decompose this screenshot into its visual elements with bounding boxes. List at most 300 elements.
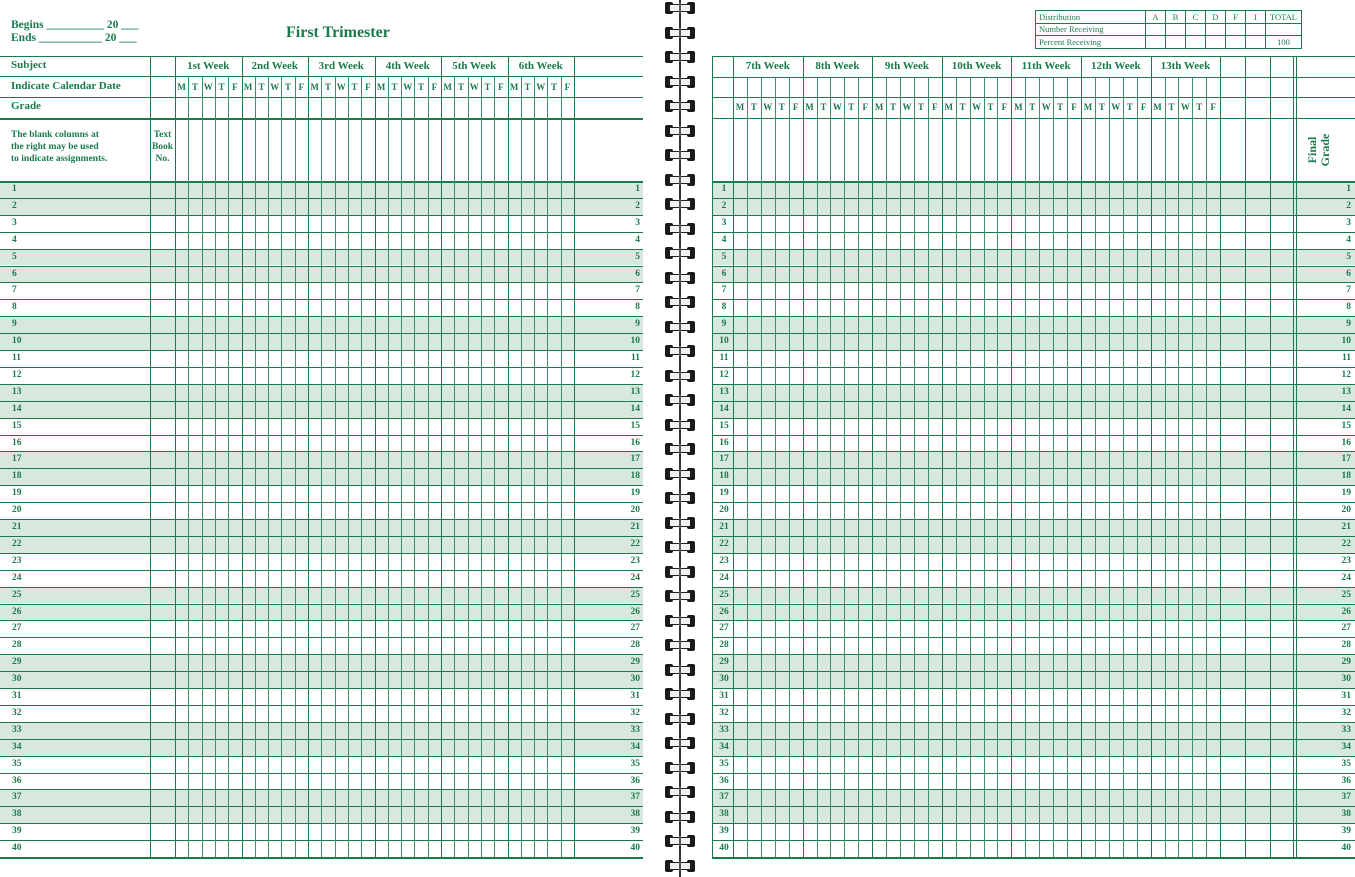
grid-line — [928, 77, 929, 857]
student-row-number-right: 27 — [630, 623, 640, 634]
final-grade-cell[interactable] — [1296, 823, 1355, 840]
ring-center — [679, 297, 681, 307]
distribution-cell[interactable] — [1166, 36, 1186, 49]
student-name-cell[interactable] — [0, 671, 150, 688]
student-name-cell[interactable] — [0, 468, 150, 485]
spiral-ring — [665, 27, 695, 39]
grid-line — [414, 76, 415, 857]
grid-line — [242, 56, 243, 857]
student-name-cell[interactable] — [0, 401, 150, 418]
student-row-number-right: 4 — [1346, 234, 1351, 245]
student-row-number-right: 35 — [1341, 758, 1351, 769]
weekday-label: M — [177, 82, 186, 92]
student-name-cell[interactable] — [0, 705, 150, 722]
grid-line — [308, 56, 309, 857]
distribution-cell[interactable] — [1146, 36, 1166, 49]
final-grade-cell[interactable] — [1296, 485, 1355, 502]
distribution-row-label: Percent Receiving — [1036, 36, 1146, 49]
distribution-cell[interactable] — [1206, 36, 1226, 49]
spiral-ring — [665, 713, 695, 725]
final-grade-cell[interactable] — [1296, 232, 1355, 249]
grid-line — [1296, 77, 1355, 78]
distribution-header: Distribution — [1036, 11, 1146, 24]
grid-line — [321, 76, 322, 857]
student-row-number-right: 22 — [630, 538, 640, 549]
student-name-cell[interactable] — [0, 451, 150, 468]
final-grade-label: Grade — [1318, 133, 1332, 167]
final-grade-cell[interactable] — [1296, 198, 1355, 215]
grid-line — [712, 789, 1355, 790]
weekday-label: T — [191, 82, 198, 92]
week-header: 9th Week — [884, 60, 930, 72]
weekday-label: M — [805, 102, 814, 112]
final-grade-cell[interactable] — [1296, 570, 1355, 587]
grid-line — [712, 249, 1355, 250]
grid-line — [468, 76, 469, 857]
student-row-number: 38 — [12, 809, 22, 820]
shaded-row-band — [712, 536, 1355, 553]
spiral-ring — [665, 443, 695, 455]
student-name-cell[interactable] — [0, 604, 150, 621]
grid-line — [712, 198, 1355, 199]
student-row-number: 14 — [719, 403, 729, 414]
final-grade-cell[interactable] — [1296, 806, 1355, 823]
student-row-number-right: 24 — [1341, 572, 1351, 583]
grid-line — [1245, 56, 1246, 857]
grid-line — [712, 604, 1355, 605]
weekday-label: T — [551, 82, 558, 92]
student-row-number-right: 29 — [1341, 657, 1351, 668]
spiral-ring — [665, 615, 695, 627]
student-row-number: 21 — [12, 522, 22, 532]
student-name-cell[interactable] — [0, 637, 150, 654]
final-grade-cell[interactable] — [1296, 215, 1355, 232]
weekday-label: T — [750, 102, 757, 112]
student-row-number: 36 — [719, 775, 729, 786]
student-name-cell[interactable] — [0, 316, 150, 333]
student-name-cell[interactable] — [0, 773, 150, 790]
student-name-cell[interactable] — [0, 620, 150, 637]
grid-line — [970, 77, 971, 857]
spiral-ring — [665, 517, 695, 529]
final-grade-cell[interactable] — [1296, 451, 1355, 468]
student-name-cell[interactable] — [0, 232, 150, 249]
grid-line — [1025, 77, 1026, 857]
spiral-ring — [665, 247, 695, 259]
student-row-number: 26 — [719, 606, 729, 617]
student-name-cell[interactable] — [0, 198, 150, 215]
textbook-number-header: Book — [151, 142, 174, 152]
grid-line — [375, 56, 376, 857]
student-row-number-right: 30 — [630, 674, 640, 685]
weekday-label: T — [457, 82, 464, 92]
weekday-label: F — [564, 82, 571, 92]
final-grade-cell[interactable] — [1296, 536, 1355, 553]
student-row-number-right: 37 — [1341, 792, 1351, 803]
weekday-label: F — [1140, 102, 1147, 112]
grid-line — [188, 76, 189, 857]
grid-line — [1293, 56, 1294, 857]
student-row-number-right: 11 — [1342, 353, 1351, 363]
grid-line — [202, 76, 203, 857]
grid-line — [712, 266, 1355, 267]
student-name-cell[interactable] — [0, 502, 150, 519]
student-row-number: 3 — [12, 217, 17, 228]
student-row-number-right: 8 — [635, 302, 640, 313]
student-name-cell[interactable] — [0, 587, 150, 604]
weekday-label: T — [1057, 102, 1064, 112]
student-row-number-right: 10 — [630, 336, 640, 347]
weekday-label: W — [1180, 102, 1190, 112]
grid-line — [281, 76, 282, 857]
week-header: 4th Week — [385, 60, 430, 72]
student-name-cell[interactable] — [0, 840, 150, 857]
grid-line — [712, 739, 1355, 740]
grid-line — [175, 56, 176, 857]
final-grade-cell[interactable] — [1296, 587, 1355, 604]
student-name-cell[interactable] — [0, 333, 150, 350]
week-header: 6th Week — [518, 60, 563, 72]
distribution-cell[interactable] — [1186, 36, 1206, 49]
spiral-ring — [665, 590, 695, 602]
student-row-number-right: 19 — [1341, 488, 1351, 499]
student-row-number: 36 — [12, 775, 22, 786]
weekday-label: T — [917, 102, 924, 112]
weekday-label: F — [932, 102, 938, 112]
ring-center — [679, 175, 681, 185]
distribution-cell[interactable] — [1166, 23, 1186, 36]
student-row-number: 34 — [719, 741, 729, 752]
student-name-cell[interactable] — [0, 519, 150, 536]
weekday-label: T — [258, 82, 265, 92]
weekday-label: W — [536, 82, 546, 92]
weekday-label: T — [1098, 102, 1105, 112]
ring-center — [679, 273, 681, 283]
final-grade-cell[interactable] — [1296, 722, 1355, 739]
student-row-number-right: 25 — [1341, 589, 1351, 600]
final-grade-cell[interactable] — [1296, 350, 1355, 367]
student-name-cell[interactable] — [0, 485, 150, 502]
final-grade-cell[interactable] — [1296, 637, 1355, 654]
student-row-number: 13 — [719, 386, 729, 397]
student-row-number: 21 — [719, 522, 729, 532]
grid-line — [534, 76, 535, 857]
student-row-number: 15 — [12, 420, 22, 431]
student-row-number-right: 32 — [1341, 707, 1351, 718]
student-row-number: 32 — [719, 707, 729, 718]
shaded-row-band — [712, 604, 1355, 621]
final-grade-cell[interactable] — [1296, 316, 1355, 333]
student-row-number-right: 5 — [1346, 251, 1351, 262]
student-row-number-right: 34 — [1341, 741, 1351, 752]
student-row-number-right: 1 — [635, 184, 640, 194]
weekday-label: F — [498, 82, 504, 92]
student-row-number-right: 16 — [1341, 437, 1351, 448]
shaded-row-band — [712, 722, 1355, 739]
student-name-cell[interactable] — [0, 435, 150, 452]
student-row-number: 27 — [719, 623, 729, 634]
weekday-label: M — [1014, 102, 1023, 112]
weekday-label: T — [778, 102, 785, 112]
student-row-number-right: 16 — [630, 437, 640, 448]
grid-line — [712, 282, 1355, 283]
student-row-number-right: 37 — [630, 792, 640, 803]
grid-line — [712, 756, 1355, 757]
student-row-number: 18 — [12, 471, 22, 482]
grid-line — [1270, 56, 1271, 857]
week-header: 12th Week — [1090, 60, 1141, 72]
final-grade-cell[interactable] — [1296, 654, 1355, 671]
distribution-cell[interactable] — [1186, 23, 1206, 36]
textbook-number-header: No. — [155, 154, 170, 164]
weekday-label: W — [336, 82, 346, 92]
final-grade-cell[interactable] — [1296, 384, 1355, 401]
grid-line — [712, 401, 1355, 402]
page-title: First Trimester — [286, 24, 390, 41]
weekday-label: M — [243, 82, 253, 92]
grid-line — [361, 76, 362, 857]
student-row-number-right: 8 — [1346, 302, 1351, 313]
student-name-cell[interactable] — [0, 350, 150, 367]
ring-center — [679, 371, 681, 381]
final-grade-cell[interactable] — [1296, 299, 1355, 316]
grid-line — [712, 350, 1355, 351]
weekday-label: T — [484, 82, 491, 92]
grid-line — [1081, 56, 1082, 857]
student-name-cell[interactable] — [0, 806, 150, 823]
shaded-row-band — [712, 266, 1355, 283]
grid-line — [712, 299, 1355, 300]
student-row-number-right: 12 — [1341, 369, 1351, 380]
student-row-number: 31 — [719, 691, 729, 701]
student-name-cell[interactable] — [0, 688, 150, 705]
final-grade-cell[interactable] — [1296, 840, 1355, 857]
student-row-number: 20 — [719, 505, 729, 516]
weekday-label: T — [987, 102, 994, 112]
student-name-cell[interactable] — [0, 299, 150, 316]
grid-line — [712, 316, 1355, 317]
student-row-number-right: 27 — [1341, 623, 1351, 634]
grid-line — [712, 418, 1355, 419]
shaded-row-band — [712, 333, 1355, 350]
grid-line — [1220, 56, 1221, 857]
final-grade-header — [1306, 130, 1346, 170]
grade-column-header: C — [1186, 11, 1206, 24]
student-name-cell[interactable] — [0, 282, 150, 299]
student-name-cell[interactable] — [0, 249, 150, 266]
ring-center — [679, 836, 681, 846]
grid-line — [712, 553, 1355, 554]
grid-line — [388, 76, 389, 857]
grid-line — [712, 56, 713, 857]
student-row-number: 39 — [719, 826, 729, 837]
ring-center — [679, 126, 681, 136]
spiral-ring — [665, 811, 695, 823]
spiral-ring — [665, 223, 695, 235]
student-row-number-right: 6 — [635, 268, 640, 279]
student-row-number-right: 39 — [630, 826, 640, 837]
student-row-number-right: 9 — [1346, 319, 1351, 330]
student-name-cell[interactable] — [0, 215, 150, 232]
distribution-cell[interactable] — [1246, 36, 1266, 49]
student-row-number: 14 — [12, 403, 22, 414]
student-row-number: 6 — [721, 268, 727, 279]
spiral-ring — [665, 321, 695, 333]
weekday-label: T — [391, 82, 398, 92]
shaded-row-band — [712, 451, 1355, 468]
student-row-number-right: 33 — [1341, 724, 1351, 735]
spiral-ring — [665, 762, 695, 774]
ring-center — [679, 665, 681, 675]
final-grade-cell[interactable] — [1296, 249, 1355, 266]
student-row-number: 33 — [12, 724, 22, 735]
final-grade-cell[interactable] — [1296, 282, 1355, 299]
student-row-number: 16 — [12, 437, 22, 448]
final-grade-cell[interactable] — [1296, 367, 1355, 384]
final-grade-cell[interactable] — [1296, 418, 1355, 435]
student-name-cell[interactable] — [0, 722, 150, 739]
final-grade-cell[interactable] — [1296, 553, 1355, 570]
final-grade-cell[interactable] — [1296, 401, 1355, 418]
grid-line — [508, 56, 509, 857]
student-row-number-right: 40 — [630, 843, 640, 854]
spiral-ring — [665, 394, 695, 406]
spiral-ring — [665, 149, 695, 161]
distribution-cell[interactable] — [1226, 36, 1246, 49]
final-grade-cell[interactable] — [1296, 502, 1355, 519]
grid-line — [789, 77, 790, 857]
final-grade-cell[interactable] — [1296, 688, 1355, 705]
student-row-number-right: 28 — [630, 640, 640, 651]
grid-line — [712, 654, 1355, 655]
weekday-label: F — [431, 82, 438, 92]
student-row-number-right: 34 — [630, 741, 640, 752]
student-row-number-right: 32 — [630, 707, 640, 718]
grade-label: Grade — [11, 100, 41, 112]
student-row-number: 6 — [12, 268, 17, 279]
student-row-number: 7 — [12, 285, 17, 296]
distribution-cell[interactable] — [1226, 23, 1246, 36]
distribution-cell[interactable] — [1246, 23, 1266, 36]
student-name-cell[interactable] — [0, 367, 150, 384]
student-name-cell[interactable] — [0, 266, 150, 283]
student-row-number-right: 17 — [1341, 454, 1351, 465]
grid-line — [454, 76, 455, 857]
ring-center — [679, 346, 681, 356]
grid-line — [481, 76, 482, 857]
ring-center — [679, 812, 681, 822]
student-name-cell[interactable] — [0, 739, 150, 756]
grid-line — [1011, 56, 1012, 857]
student-row-number: 30 — [719, 674, 729, 685]
student-name-cell[interactable] — [0, 756, 150, 773]
student-row-number-right: 36 — [1341, 775, 1351, 786]
spiral-ring — [665, 2, 695, 14]
final-grade-cell[interactable] — [1296, 435, 1355, 452]
final-grade-cell[interactable] — [1296, 468, 1355, 485]
student-name-cell[interactable] — [0, 553, 150, 570]
grid-line — [712, 485, 1355, 486]
distribution-cell[interactable] — [1206, 23, 1226, 36]
grid-line — [712, 840, 1355, 841]
student-row-number-right: 23 — [630, 555, 640, 566]
student-row-number: 4 — [12, 234, 17, 245]
ends-label: Ends ___________ 20 ___ — [11, 32, 137, 44]
grid-line — [255, 76, 256, 857]
student-row-number: 10 — [12, 336, 22, 347]
final-grade-label: Final — [1305, 136, 1319, 164]
grid-line — [712, 536, 1355, 537]
week-header: 1st Week — [187, 60, 230, 72]
final-grade-cell[interactable] — [1296, 773, 1355, 790]
final-grade-cell[interactable] — [1296, 671, 1355, 688]
grid-line — [900, 77, 901, 857]
student-name-cell[interactable] — [0, 823, 150, 840]
student-row-number: 3 — [721, 217, 727, 228]
spiral-ring — [665, 76, 695, 88]
final-grade-cell[interactable] — [1296, 604, 1355, 621]
final-grade-cell[interactable] — [1296, 789, 1355, 806]
weekday-label: T — [848, 102, 855, 112]
student-row-number-right: 35 — [630, 758, 640, 769]
distribution-cell[interactable] — [1146, 23, 1166, 36]
spiral-ring — [665, 370, 695, 382]
student-name-cell[interactable] — [0, 570, 150, 587]
final-grade-cell[interactable] — [1296, 705, 1355, 722]
final-grade-cell[interactable] — [1296, 266, 1355, 283]
student-row-number-right: 19 — [630, 488, 640, 499]
ring-center — [679, 861, 681, 871]
week-header: 10th Week — [951, 60, 1002, 72]
student-name-cell[interactable] — [0, 536, 150, 553]
final-grade-cell[interactable] — [1296, 739, 1355, 756]
student-name-cell[interactable] — [0, 789, 150, 806]
spiral-ring — [665, 566, 695, 578]
textbook-number-header: Text — [153, 130, 172, 140]
distribution-total-cell[interactable]: 100 — [1266, 36, 1302, 49]
grid-line — [858, 77, 859, 857]
weekday-label: M — [1153, 102, 1162, 112]
student-row-number-right: 20 — [1341, 505, 1351, 516]
student-name-cell[interactable] — [0, 181, 150, 198]
week-header: 11th Week — [1021, 60, 1071, 72]
weekday-label: M — [509, 82, 519, 92]
student-row-number: 1 — [12, 184, 17, 194]
student-row-number-right: 12 — [630, 369, 640, 380]
final-grade-cell[interactable] — [1296, 181, 1355, 198]
student-row-number: 23 — [12, 555, 22, 566]
grid-line — [712, 451, 1355, 452]
shaded-row-band — [712, 519, 1355, 536]
spiral-ring — [665, 419, 695, 431]
student-row-number-right: 38 — [630, 809, 640, 820]
final-grade-cell[interactable] — [1296, 756, 1355, 773]
final-grade-cell[interactable] — [1296, 620, 1355, 637]
student-name-cell[interactable] — [0, 418, 150, 435]
distribution-total-cell[interactable] — [1266, 23, 1302, 36]
student-row-number-right: 38 — [1341, 809, 1351, 820]
ring-center — [679, 77, 681, 87]
weekday-label: W — [832, 102, 842, 112]
weekday-label: F — [298, 82, 305, 92]
grid-line — [803, 56, 804, 857]
weekday-label: W — [270, 82, 280, 92]
final-grade-cell[interactable] — [1296, 519, 1355, 536]
student-name-cell[interactable] — [0, 654, 150, 671]
final-grade-cell[interactable] — [1296, 333, 1355, 350]
student-name-cell[interactable] — [0, 384, 150, 401]
weekday-label: F — [1071, 102, 1077, 112]
